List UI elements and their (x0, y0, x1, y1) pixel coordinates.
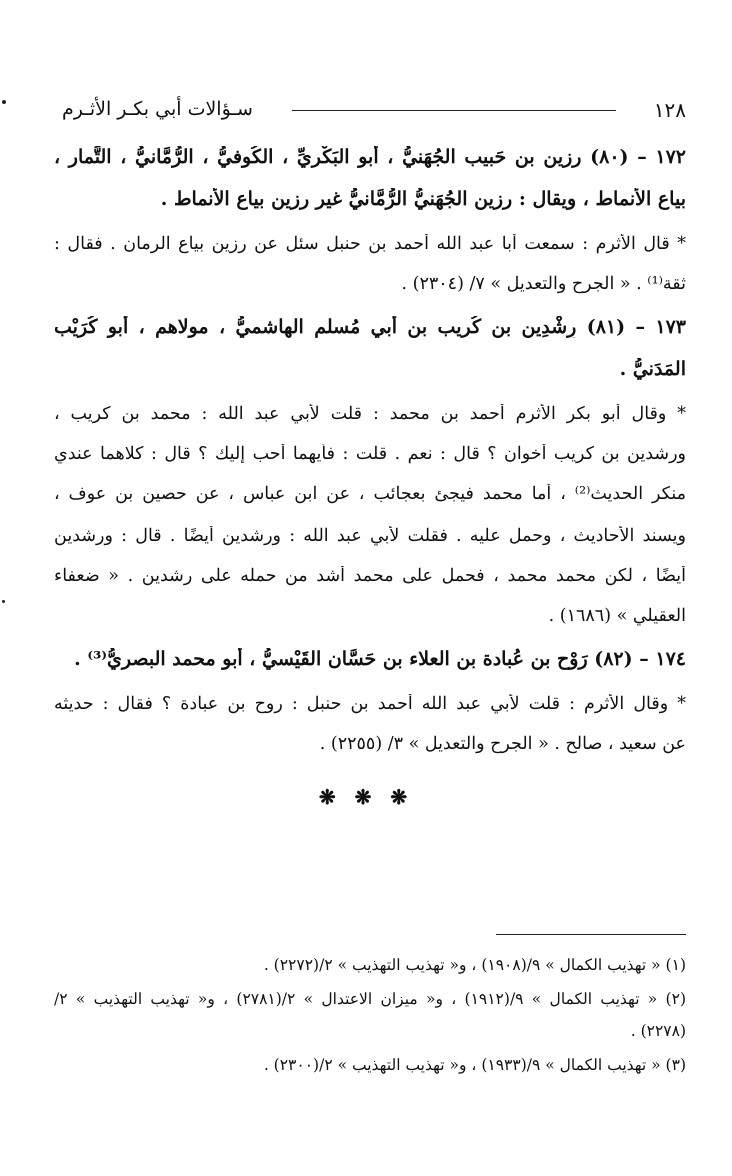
footnote-rule (496, 934, 686, 935)
body-line: أيضًا ، لكن محمد محمد ، فحمل على محمد أشد من حمله على رشدين . « ضعفاء (54, 566, 686, 586)
body-line: العقيلي » (١٦٨٦) . (548, 606, 686, 626)
footnote-2: (٢) « تهذيب الكمال » ٩/(١٩١٢) ، و« ميزان الاعتدال » ٢/(٢٧٨١) ، و« تهذيب التهذيب » ٢/ (54, 990, 686, 1008)
footnote-3: (٣) « تهذيب الكمال » ٩/(١٩٣٣) ، و« تهذيب التهذيب » ٢/(٢٣٠٠) . (263, 1056, 686, 1074)
body-line: * وقال أبو بكر الأثرم أحمد بن محمد : قلت لأبي عبد الله : محمد بن كريب ، (54, 404, 686, 424)
scan-mark (2, 100, 6, 104)
scan-mark (2, 600, 5, 603)
body-line: * وقال الأثرم : قلت لأبي عبد الله أحمد بن حنبل : روح بن عبادة ؟ فقال : حديثه (54, 694, 686, 714)
entry-heading-172: ١٧٢ – (٨٠) رزين بن حَبيب الجُهَنيُّ ، أبو البَكْريِّ ، الكُوفيُّ ، الرُّمَّانيُّ ، التَّمار ، (54, 146, 686, 168)
body-line: ورشدين بن كريب أخوان ؟ قال : نعم . قلت : فأيهما أحب إليك ؟ قال : كلاهما عندي (54, 444, 686, 464)
section-divider-stars: ❋ ❋ ❋ (318, 785, 414, 809)
body-line: * قال الأثرم : سمعت أبا عبد الله أحمد بن حنبل سئل عن رزين بياع الرمان . فقال : (54, 234, 686, 254)
body-line: ويسند الأحاديث ، وحمل عليه . فقلت لأبي عبد الله : ورشدين أيضًا . قال : ورشدين (54, 526, 686, 546)
footnote-2-cont: (٢٢٧٨) . (630, 1022, 686, 1040)
entry-heading-173-cont: المَدَنيُّ . (619, 358, 686, 380)
footnote-1: (١) « تهذيب الكمال » ٩/(١٩٠٨) ، و« تهذيب التهذيب » ٢/(٢٢٧٢) . (263, 956, 686, 974)
running-title: سـؤالات أبي بكـر الأثـرم (62, 98, 253, 120)
entry-heading-173: ١٧٣ – (٨١) رِشْدِين بن كُريب بن أبي مُسلم الهاشميُّ ، مولاهم ، أبو كُرَيْب (54, 316, 686, 338)
entry-heading-174: ١٧٤ – (٨٢) رَوْح بن عُبادة بن العلاء بن حَسَّان القَيْسيُّ ، أبو محمد البصريُّ⁽³⁾ . (74, 648, 686, 670)
page-number: ١٢٨ (653, 98, 686, 122)
body-line: ثقة⁽¹⁾ . « الجرح والتعديل » ٧/ (٢٣٠٤) . (401, 274, 686, 294)
entry-heading-172-cont: بياع الأنماط ، ويقال : رزين الجُهَنيُّ الرُّمَّانيُّ غير رزين بياع الأنماط . (160, 188, 686, 210)
body-line: عن سعيد ، صالح . « الجرح والتعديل » ٣/ (٢٢٥٥) . (319, 734, 686, 754)
page-header (62, 96, 686, 126)
body-line: منكر الحديث⁽²⁾ ، أما محمد فيجئ بعجائب ، عن ابن عباس ، عن حصين بن عوف ، (54, 484, 686, 504)
header-rule (292, 110, 616, 111)
